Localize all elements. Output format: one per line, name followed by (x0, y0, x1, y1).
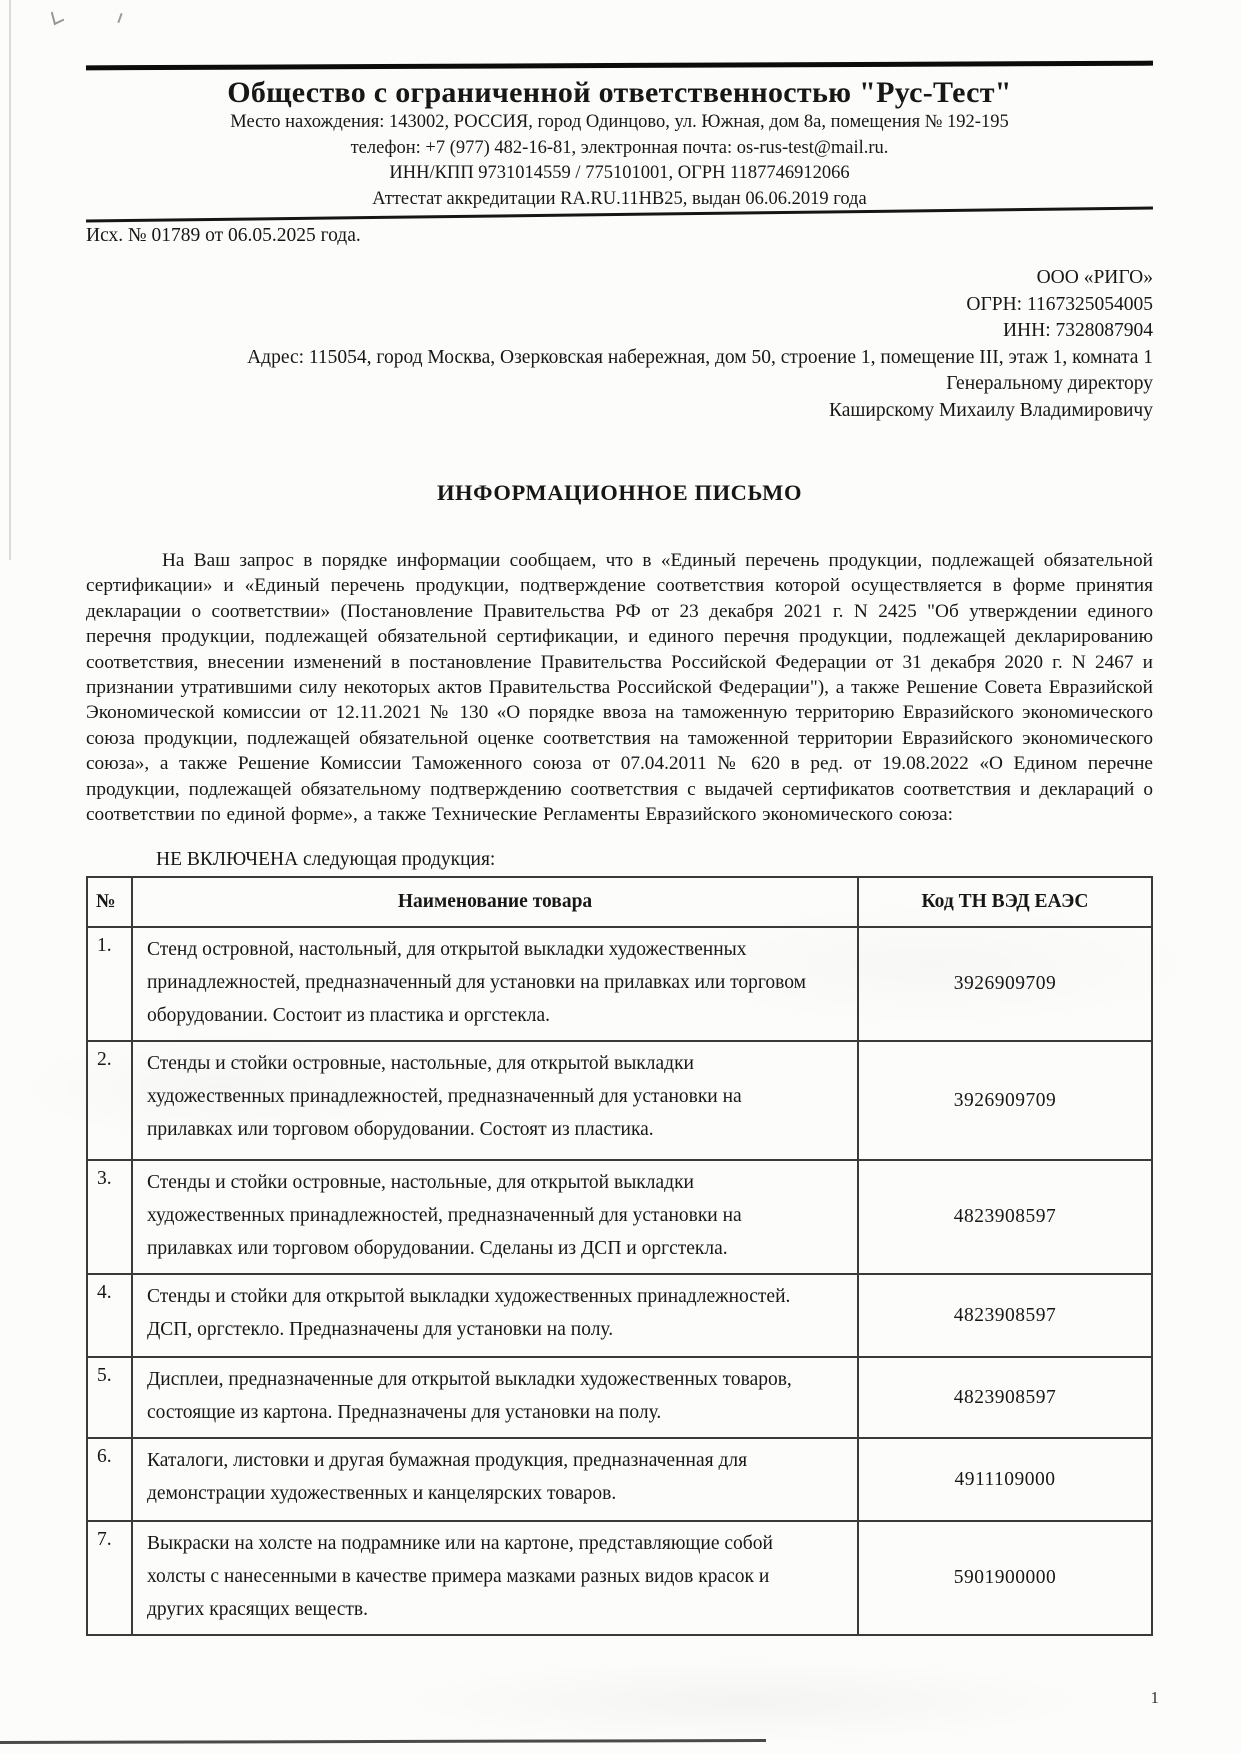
pencil-mark (51, 8, 64, 25)
table-row (87, 1521, 1152, 1635)
tnved-code: 5901900000 (858, 1521, 1152, 1635)
recipient-ogrn: ОГРН: 1167325054005 (966, 293, 1153, 315)
tnved-code: 4823908597 (858, 1160, 1152, 1274)
tnved-code: 4823908597 (858, 1274, 1152, 1357)
product-name: Стенды и стойки островные, настольные, для открытой выкладки художественных принадлежностей, предназначенный для установки на прилавках или торговом оборудовании. Сделаны из ДСП и оргстекла. (132, 1160, 858, 1274)
row-number: 4. (87, 1274, 132, 1357)
tnved-code: 4911109000 (858, 1438, 1152, 1521)
pencil-mark (117, 13, 122, 23)
table-intro: НЕ ВКЛЮЧЕНА следующая продукция: (156, 849, 496, 871)
header-tnved-code: Код ТН ВЭД ЕАЭС (858, 877, 1152, 927)
recipient-position: Генеральному директору (946, 373, 1153, 394)
header-product-name: Наименование товара (132, 877, 858, 927)
outgoing-number: Исх. № 01789 от 06.05.2025 года. (86, 225, 361, 246)
table-row (87, 1274, 1152, 1357)
letterhead-top-rule (86, 61, 1153, 71)
table-row (87, 1041, 1152, 1160)
product-name: Выкраски на холсте на подрамнике или на картоне, представляющие собой холсты с нанесенными в качестве примера мазками разных видов красок и других красящих веществ. (132, 1521, 858, 1635)
row-number: 6. (87, 1438, 132, 1521)
tnved-code: 4823908597 (858, 1357, 1152, 1438)
table-row (87, 1160, 1152, 1274)
scan-edge-artifact (9, 0, 11, 560)
products-table (86, 876, 1153, 1636)
body-paragraph: На Ваш запрос в порядке информации сообщаем, что в «Единый перечень продукции, подлежащей обязательной сертификации» и «Единый перечень продукции, подтверждение соответствия которой осуществляется в форме принятия декларации о соответствии» (Постановление Правительства РФ от 23 декабря 2021 г. N 2425 "Об утверждении единого перечня продукции, подлежащей обязательной сертификации, и единого перечня продукции, подлежащей декларированию соответствия, внесении изменений в постановление Правительства Российской Федерации от 31 декабря 2020 г. N 2467 и признании утратившими силу некоторых актов Правительства Российской Федерации"), а также Решение Совета Евразийской Экономической комиссии от 12.11.2021 № 130 «О порядке ввоза на таможенную территорию Евразийского экономического союза продукции, подлежащей обязательной оценке соответствия на таможенной территории Евразийского экономического союза», а также Решение Комиссии Таможенного союза от 07.04.2011 № 620 в ред. от 19.08.2022 «О Едином перечне продукции, подлежащей обязательному подтверждению соответствия с выдачей сертификатов соответствия и деклараций о соответствии по единой форме», а также Технические Регламенты Евразийского экономического союза: (86, 550, 1153, 826)
product-name: Каталоги, листовки и другая бумажная продукция, предназначенная для демонстрации художественных и канцелярских товаров. (132, 1438, 858, 1521)
company-name: Общество с ограниченной ответственностью "Рус-Тест" (227, 76, 1012, 109)
product-name: Стенды и стойки островные, настольные, для открытой выкладки художественных принадлежностей, предназначенный для установки на прилавках или торговом оборудовании. Состоят из пластика. (132, 1041, 858, 1160)
row-number: 5. (87, 1357, 132, 1438)
product-name: Дисплеи, предназначенные для открытой выкладки художественных товаров, состоящие из картона. Предназначены для установки на полу. (132, 1357, 858, 1438)
company-accreditation: Аттестат аккредитации RA.RU.11HB25, выдан 06.06.2019 года (372, 188, 867, 209)
company-contacts: телефон: +7 (977) 482-16-81, электронная почта: os-rus-test@mail.ru. (350, 137, 889, 158)
scan-bottom-artifact (0, 1739, 766, 1744)
recipient-address: Адрес: 115054, город Москва, Озерковская набережная, дом 50, строение 1, помещение III, этаж 1, комната 1 (247, 346, 1153, 368)
products-table-body (87, 927, 1152, 1635)
table-row (87, 1438, 1152, 1521)
page-number: 1 (1150, 1688, 1159, 1707)
product-name: Стенды и стойки для открытой выкладки художественных принадлежностей. ДСП, оргстекло. Предназначены для установки на полу. (132, 1274, 858, 1357)
product-name: Стенд островной, настольный, для открытой выкладки художественных принадлежностей, предназначенный для установки на прилавках или торговом оборудовании. Состоит из пластика и оргстекла. (132, 927, 858, 1041)
row-number: 2. (87, 1041, 132, 1160)
header-num: № (87, 877, 132, 927)
recipient-inn: ИНН: 7328087904 (1002, 320, 1153, 341)
row-number: 1. (87, 927, 132, 1041)
table-row (87, 927, 1152, 1041)
table-row (87, 1357, 1152, 1438)
letter-content (0, 63, 1241, 1636)
recipient-name: Каширскому Михаилу Владимировичу (828, 399, 1153, 421)
recipient-block (86, 265, 1153, 424)
tnved-code: 3926909709 (858, 1041, 1152, 1160)
row-number: 7. (87, 1521, 132, 1635)
company-location: Место нахождения: 143002, РОССИЯ, город Одинцово, ул. Южная, дом 8а, помещения № 192-195 (230, 112, 1009, 132)
recipient-company: ООО «РИГО» (1036, 267, 1153, 288)
products-table-header (87, 877, 1152, 927)
company-inn-kpp-ogrn: ИНН/КПП 9731014559 / 775101001, ОГРН 1187746912066 (389, 163, 850, 183)
document-title: ИНФОРМАЦИОННОЕ ПИСЬМО (436, 480, 803, 505)
tnved-code: 3926909709 (858, 927, 1152, 1041)
row-number: 3. (87, 1160, 132, 1274)
